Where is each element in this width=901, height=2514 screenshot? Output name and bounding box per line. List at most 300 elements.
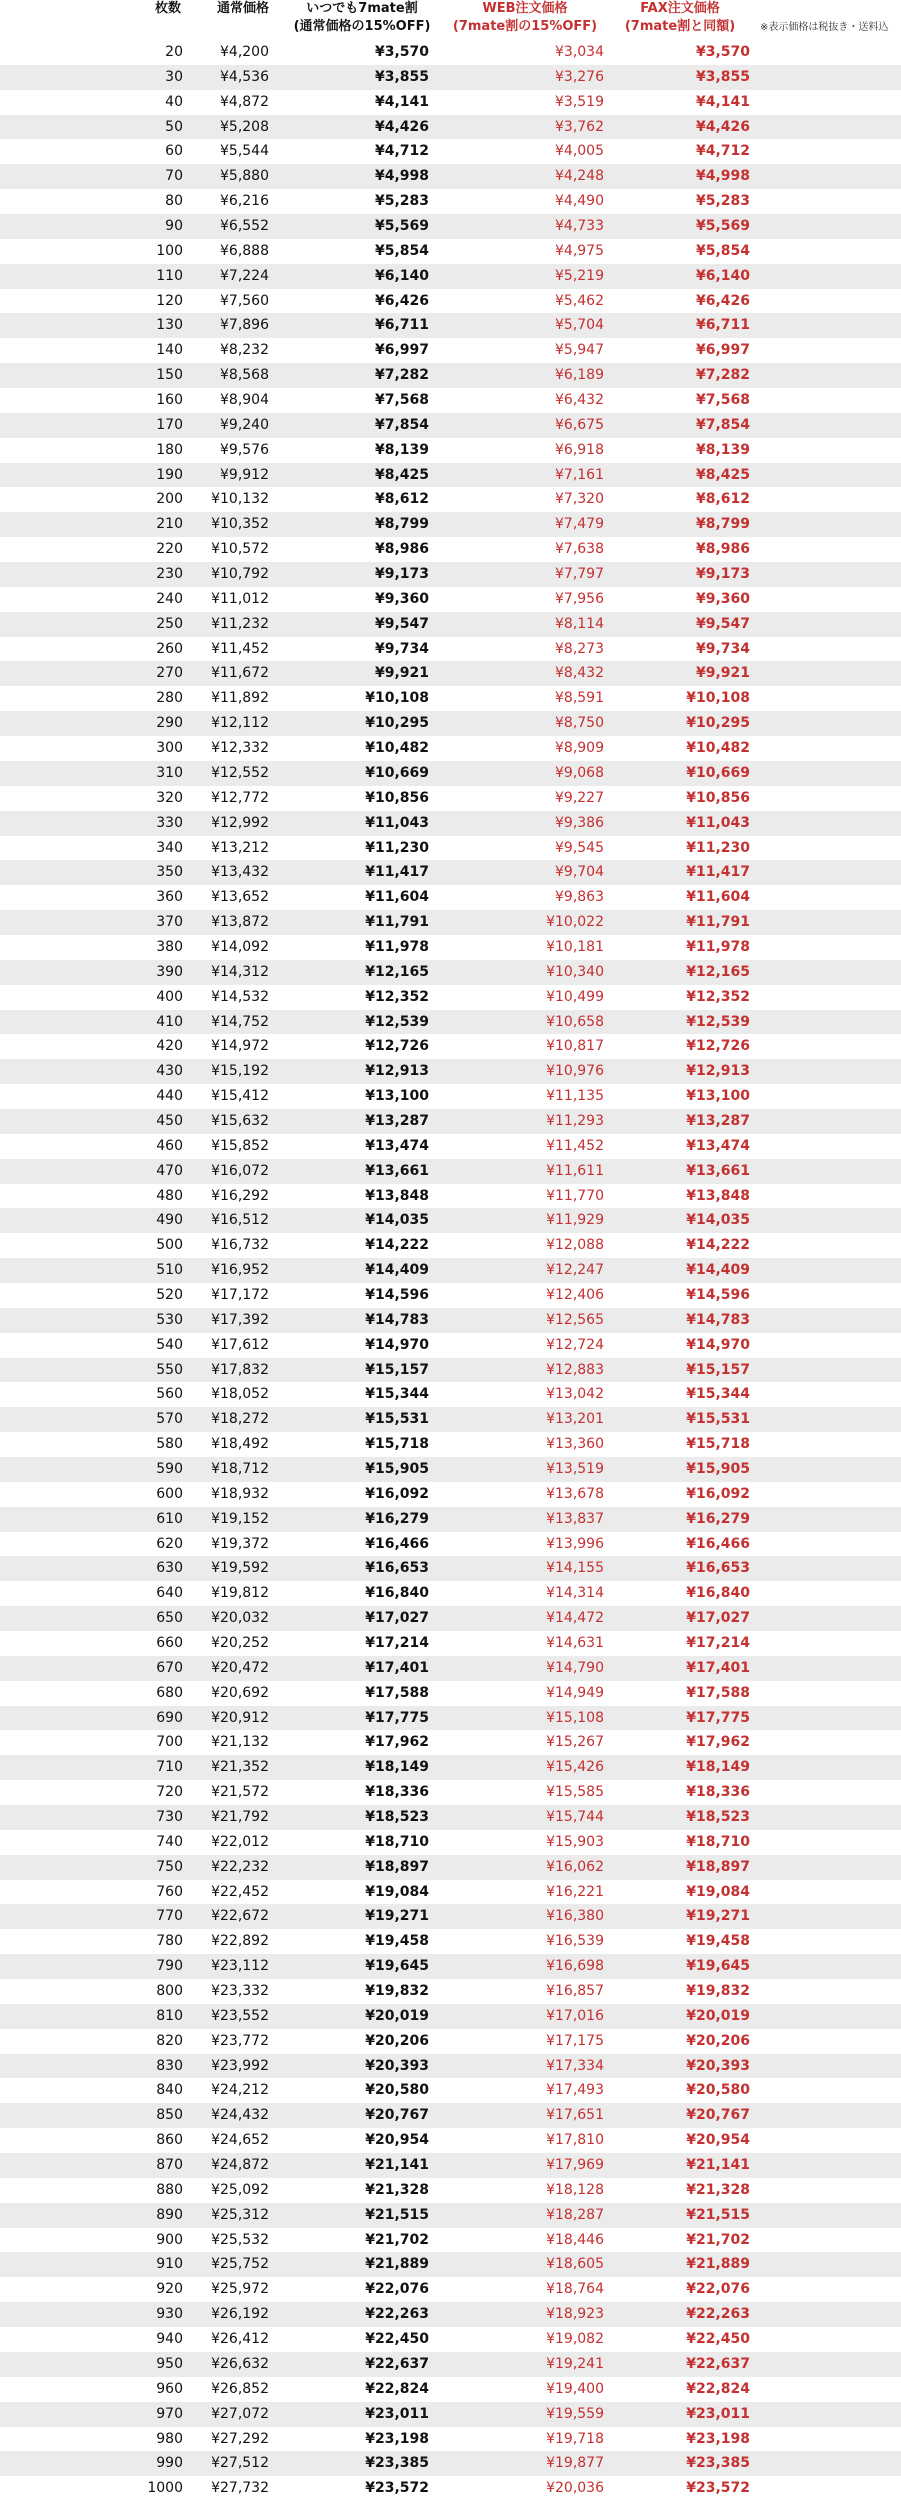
- table-row: [0, 2078, 901, 2103]
- cell-count: 870: [156, 2157, 183, 2174]
- cell-count: 220: [156, 541, 183, 558]
- cell-web-price: ¥6,189: [555, 367, 604, 384]
- cell-normal-price: ¥12,112: [211, 715, 269, 732]
- cell-member-price: ¥21,889: [365, 2256, 429, 2273]
- table-row: [0, 1755, 901, 1780]
- table-row: [0, 2277, 901, 2302]
- cell-count: 750: [156, 1858, 183, 1875]
- cell-count: 110: [156, 267, 183, 284]
- cell-count: 500: [156, 1237, 183, 1254]
- cell-fax-price: ¥5,283: [695, 193, 750, 210]
- cell-count: 230: [156, 566, 183, 583]
- cell-fax-price: ¥10,295: [686, 715, 750, 732]
- cell-count: 730: [156, 1809, 183, 1826]
- cell-web-price: ¥15,426: [546, 1759, 604, 1776]
- cell-member-price: ¥20,019: [365, 2007, 429, 2024]
- cell-normal-price: ¥11,892: [211, 690, 269, 707]
- table-row: [0, 313, 901, 338]
- table-row: [0, 1482, 901, 1507]
- cell-member-price: ¥13,287: [365, 1112, 429, 1129]
- cell-fax-price: ¥18,710: [686, 1833, 750, 1850]
- cell-fax-price: ¥7,568: [695, 392, 750, 409]
- cell-count: 200: [156, 491, 183, 508]
- table-row: [0, 487, 901, 512]
- cell-count: 70: [165, 168, 183, 185]
- header-member-line1: いつでも7mate割: [306, 1, 418, 16]
- table-row: [0, 661, 901, 686]
- cell-fax-price: ¥21,702: [686, 2231, 750, 2248]
- cell-normal-price: ¥21,572: [211, 1784, 269, 1801]
- cell-fax-price: ¥21,889: [686, 2256, 750, 2273]
- cell-fax-price: ¥4,426: [695, 118, 750, 135]
- cell-normal-price: ¥24,652: [211, 2132, 269, 2149]
- cell-count: 320: [156, 789, 183, 806]
- cell-member-price: ¥19,832: [365, 1983, 429, 2000]
- cell-member-price: ¥15,157: [365, 1361, 429, 1378]
- cell-normal-price: ¥21,792: [211, 1809, 269, 1826]
- cell-count: 860: [156, 2132, 183, 2149]
- cell-normal-price: ¥17,832: [211, 1361, 269, 1378]
- cell-web-price: ¥12,883: [546, 1361, 604, 1378]
- cell-fax-price: ¥14,409: [686, 1262, 750, 1279]
- cell-member-price: ¥12,726: [365, 1038, 429, 1055]
- cell-fax-price: ¥12,726: [686, 1038, 750, 1055]
- cell-normal-price: ¥18,052: [211, 1386, 269, 1403]
- cell-fax-price: ¥12,539: [686, 1013, 750, 1030]
- cell-member-price: ¥7,854: [374, 416, 429, 433]
- cell-member-price: ¥17,214: [365, 1635, 429, 1651]
- table-row: [0, 1780, 901, 1805]
- cell-fax-price: ¥17,401: [686, 1659, 750, 1676]
- table-row: [0, 40, 901, 65]
- cell-count: 420: [156, 1038, 183, 1055]
- table-row: [0, 885, 901, 910]
- cell-member-price: ¥12,352: [365, 988, 429, 1005]
- cell-fax-price: ¥17,588: [686, 1684, 750, 1701]
- cell-count: 270: [156, 665, 183, 682]
- cell-count: 660: [156, 1635, 183, 1651]
- cell-fax-price: ¥14,970: [686, 1336, 750, 1353]
- table-row: [0, 537, 901, 562]
- cell-normal-price: ¥16,512: [211, 1212, 269, 1229]
- cell-normal-price: ¥12,992: [211, 814, 269, 831]
- cell-web-price: ¥12,088: [546, 1237, 604, 1254]
- table-row: [0, 1979, 901, 2004]
- cell-count: 370: [156, 914, 183, 931]
- cell-fax-price: ¥5,854: [695, 242, 750, 259]
- cell-normal-price: ¥16,732: [211, 1237, 269, 1254]
- cell-count: 30: [165, 68, 183, 85]
- cell-member-price: ¥13,474: [365, 1137, 429, 1154]
- cell-normal-price: ¥22,892: [211, 1933, 269, 1950]
- cell-member-price: ¥20,393: [365, 2057, 429, 2074]
- cell-normal-price: ¥20,692: [211, 1684, 269, 1701]
- cell-member-price: ¥9,360: [374, 590, 429, 607]
- table-row: [0, 711, 901, 736]
- cell-web-price: ¥9,863: [555, 889, 604, 906]
- cell-web-price: ¥13,837: [546, 1510, 604, 1527]
- cell-normal-price: ¥19,592: [211, 1560, 269, 1577]
- table-row: [0, 1457, 901, 1482]
- cell-normal-price: ¥21,352: [211, 1759, 269, 1776]
- cell-member-price: ¥22,637: [365, 2355, 429, 2372]
- cell-count: 680: [156, 1684, 183, 1701]
- table-row: [0, 2302, 901, 2327]
- cell-normal-price: ¥9,912: [220, 466, 269, 483]
- cell-member-price: ¥4,426: [374, 118, 429, 135]
- table-row: [0, 2327, 901, 2352]
- cell-member-price: ¥17,588: [365, 1684, 429, 1701]
- cell-member-price: ¥17,027: [365, 1610, 429, 1627]
- cell-normal-price: ¥25,092: [211, 2181, 269, 2198]
- cell-normal-price: ¥23,112: [211, 1958, 269, 1975]
- cell-web-price: ¥3,276: [555, 68, 604, 85]
- cell-count: 580: [156, 1436, 183, 1453]
- cell-fax-price: ¥20,206: [686, 2032, 750, 2049]
- table-row: [0, 413, 901, 438]
- table-row: [0, 2228, 901, 2253]
- cell-member-price: ¥16,092: [365, 1485, 429, 1502]
- cell-member-price: ¥20,206: [365, 2032, 429, 2049]
- cell-fax-price: ¥11,791: [686, 914, 750, 931]
- cell-fax-price: ¥5,569: [695, 218, 750, 235]
- cell-fax-price: ¥23,385: [686, 2455, 750, 2472]
- cell-count: 760: [156, 1883, 183, 1900]
- cell-web-price: ¥14,472: [546, 1610, 604, 1627]
- cell-fax-price: ¥10,856: [686, 789, 750, 806]
- cell-fax-price: ¥22,076: [686, 2281, 750, 2298]
- cell-web-price: ¥13,360: [546, 1436, 604, 1453]
- cell-web-price: ¥17,334: [546, 2057, 604, 2074]
- table-row: [0, 2203, 901, 2228]
- cell-fax-price: ¥13,848: [686, 1187, 750, 1204]
- cell-normal-price: ¥16,952: [211, 1262, 269, 1279]
- cell-member-price: ¥10,295: [365, 715, 429, 732]
- table-row: [0, 1880, 901, 1905]
- cell-normal-price: ¥5,880: [220, 168, 269, 185]
- cell-normal-price: ¥12,552: [211, 764, 269, 781]
- cell-normal-price: ¥20,032: [211, 1610, 269, 1627]
- cell-web-price: ¥17,016: [546, 2007, 604, 2024]
- cell-normal-price: ¥4,536: [220, 68, 269, 85]
- cell-normal-price: ¥18,272: [211, 1411, 269, 1428]
- cell-count: 510: [156, 1262, 183, 1279]
- cell-fax-price: ¥13,100: [686, 1088, 750, 1105]
- cell-count: 400: [156, 988, 183, 1005]
- cell-member-price: ¥11,230: [365, 839, 429, 856]
- cell-fax-price: ¥8,425: [695, 466, 750, 483]
- cell-count: 840: [156, 2082, 183, 2099]
- cell-count: 940: [156, 2331, 183, 2348]
- cell-fax-price: ¥17,214: [686, 1635, 750, 1651]
- cell-web-price: ¥15,108: [546, 1709, 604, 1726]
- cell-web-price: ¥11,929: [546, 1212, 604, 1229]
- table-row: [0, 1159, 901, 1184]
- cell-normal-price: ¥22,012: [211, 1833, 269, 1850]
- cell-normal-price: ¥22,232: [211, 1858, 269, 1875]
- cell-web-price: ¥13,678: [546, 1485, 604, 1502]
- cell-member-price: ¥11,604: [365, 889, 429, 906]
- cell-count: 260: [156, 640, 183, 657]
- table-row: [0, 1233, 901, 1258]
- cell-member-price: ¥16,279: [365, 1510, 429, 1527]
- cell-member-price: ¥8,612: [374, 491, 429, 508]
- cell-web-price: ¥8,909: [555, 740, 604, 757]
- cell-member-price: ¥15,905: [365, 1460, 429, 1477]
- cell-member-price: ¥17,401: [365, 1659, 429, 1676]
- cell-fax-price: ¥23,198: [686, 2430, 750, 2447]
- cell-web-price: ¥4,490: [555, 193, 604, 210]
- cell-member-price: ¥23,198: [365, 2430, 429, 2447]
- cell-normal-price: ¥20,912: [211, 1709, 269, 1726]
- table-row: [0, 2377, 901, 2402]
- cell-fax-price: ¥14,596: [686, 1286, 750, 1303]
- cell-fax-price: ¥10,108: [686, 690, 750, 707]
- cell-member-price: ¥6,997: [374, 342, 429, 359]
- cell-normal-price: ¥24,432: [211, 2107, 269, 2124]
- cell-count: 140: [156, 342, 183, 359]
- cell-count: 120: [156, 292, 183, 309]
- cell-web-price: ¥6,918: [555, 441, 604, 458]
- cell-member-price: ¥19,458: [365, 1933, 429, 1950]
- cell-normal-price: ¥23,332: [211, 1983, 269, 2000]
- cell-normal-price: ¥21,132: [211, 1734, 269, 1751]
- table-row: [0, 960, 901, 985]
- cell-web-price: ¥8,432: [555, 665, 604, 682]
- cell-web-price: ¥3,519: [555, 93, 604, 110]
- cell-fax-price: ¥15,157: [686, 1361, 750, 1378]
- cell-web-price: ¥15,744: [546, 1809, 604, 1826]
- table-row: [0, 90, 901, 115]
- cell-fax-price: ¥10,669: [686, 764, 750, 781]
- cell-web-price: ¥18,923: [546, 2306, 604, 2323]
- cell-normal-price: ¥14,312: [211, 963, 269, 980]
- cell-fax-price: ¥9,360: [695, 590, 750, 607]
- cell-normal-price: ¥9,240: [220, 416, 269, 433]
- cell-count: 990: [156, 2455, 183, 2472]
- cell-count: 100: [156, 242, 183, 259]
- table-row: [0, 512, 901, 537]
- table-row: [0, 463, 901, 488]
- cell-fax-price: ¥4,998: [695, 168, 750, 185]
- cell-member-price: ¥19,084: [365, 1883, 429, 1900]
- cell-member-price: ¥21,702: [365, 2231, 429, 2248]
- cell-normal-price: ¥5,544: [220, 143, 269, 160]
- cell-fax-price: ¥18,336: [686, 1784, 750, 1801]
- cell-web-price: ¥10,976: [546, 1063, 604, 1080]
- cell-normal-price: ¥16,072: [211, 1162, 269, 1179]
- cell-web-price: ¥5,219: [555, 267, 604, 284]
- table-row: [0, 1184, 901, 1209]
- table-row: [0, 2476, 901, 2501]
- cell-member-price: ¥15,531: [365, 1411, 429, 1428]
- cell-count: 430: [156, 1063, 183, 1080]
- table-row: [0, 214, 901, 239]
- table-row: [0, 1954, 901, 1979]
- cell-member-price: ¥11,417: [365, 864, 429, 881]
- cell-count: 40: [165, 93, 183, 110]
- cell-web-price: ¥17,651: [546, 2107, 604, 2124]
- cell-fax-price: ¥22,824: [686, 2380, 750, 2397]
- cell-web-price: ¥9,704: [555, 864, 604, 881]
- cell-member-price: ¥23,572: [365, 2480, 429, 2497]
- table-row: [0, 1681, 901, 1706]
- cell-normal-price: ¥27,732: [211, 2480, 269, 2497]
- cell-web-price: ¥18,287: [546, 2206, 604, 2223]
- cell-member-price: ¥7,282: [374, 367, 429, 384]
- cell-fax-price: ¥20,580: [686, 2082, 750, 2099]
- cell-fax-price: ¥14,783: [686, 1311, 750, 1328]
- cell-fax-price: ¥6,997: [695, 342, 750, 359]
- cell-fax-price: ¥14,222: [686, 1237, 750, 1254]
- cell-normal-price: ¥9,576: [220, 441, 269, 458]
- table-row: [0, 985, 901, 1010]
- cell-member-price: ¥10,856: [365, 789, 429, 806]
- cell-count: 770: [156, 1908, 183, 1925]
- cell-count: 310: [156, 764, 183, 781]
- cell-normal-price: ¥14,092: [211, 938, 269, 955]
- cell-fax-price: ¥6,140: [695, 267, 750, 284]
- table-row: [0, 115, 901, 140]
- cell-web-price: ¥4,005: [555, 143, 604, 160]
- cell-fax-price: ¥6,711: [695, 317, 750, 334]
- cell-fax-price: ¥15,531: [686, 1411, 750, 1428]
- cell-fax-price: ¥11,604: [686, 889, 750, 906]
- cell-web-price: ¥10,340: [546, 963, 604, 980]
- table-row: [0, 1730, 901, 1755]
- cell-normal-price: ¥10,792: [211, 566, 269, 583]
- cell-member-price: ¥9,734: [374, 640, 429, 657]
- cell-fax-price: ¥13,474: [686, 1137, 750, 1154]
- cell-member-price: ¥14,409: [365, 1262, 429, 1279]
- table-row: [0, 2178, 901, 2203]
- cell-web-price: ¥11,452: [546, 1137, 604, 1154]
- cell-web-price: ¥17,175: [546, 2032, 604, 2049]
- table-row: [0, 1059, 901, 1084]
- table-row: [0, 1929, 901, 1954]
- cell-member-price: ¥6,426: [374, 292, 429, 309]
- cell-count: 600: [156, 1485, 183, 1502]
- cell-fax-price: ¥11,043: [686, 814, 750, 831]
- cell-count: 20: [165, 44, 183, 60]
- cell-web-price: ¥15,903: [546, 1833, 604, 1850]
- table-row: [0, 612, 901, 637]
- cell-fax-price: ¥17,962: [686, 1734, 750, 1751]
- cell-fax-price: ¥19,458: [686, 1933, 750, 1950]
- cell-web-price: ¥14,949: [546, 1684, 604, 1701]
- cell-count: 560: [156, 1386, 183, 1403]
- cell-count: 930: [156, 2306, 183, 2323]
- cell-count: 640: [156, 1585, 183, 1602]
- header-member-line2: (通常価格の15%OFF): [293, 19, 431, 34]
- cell-web-price: ¥20,036: [546, 2480, 604, 2497]
- cell-count: 340: [156, 839, 183, 856]
- cell-fax-price: ¥21,141: [686, 2157, 750, 2174]
- cell-normal-price: ¥23,772: [211, 2032, 269, 2049]
- table-row: [0, 388, 901, 413]
- cell-web-price: ¥17,969: [546, 2157, 604, 2174]
- table-row: [0, 2451, 901, 2476]
- cell-fax-price: ¥20,393: [686, 2057, 750, 2074]
- cell-web-price: ¥8,114: [555, 615, 604, 632]
- cell-count: 290: [156, 715, 183, 732]
- header-web-line1: WEB注文価格: [482, 1, 568, 16]
- cell-member-price: ¥22,263: [365, 2306, 429, 2323]
- cell-count: 850: [156, 2107, 183, 2124]
- cell-fax-price: ¥21,328: [686, 2181, 750, 2198]
- cell-member-price: ¥18,710: [365, 1833, 429, 1850]
- cell-normal-price: ¥14,972: [211, 1038, 269, 1055]
- cell-count: 170: [156, 416, 183, 433]
- cell-fax-price: ¥9,734: [695, 640, 750, 657]
- cell-fax-price: ¥16,092: [686, 1485, 750, 1502]
- cell-normal-price: ¥25,312: [211, 2206, 269, 2223]
- cell-count: 300: [156, 740, 183, 757]
- cell-count: 180: [156, 441, 183, 458]
- cell-fax-price: ¥20,954: [686, 2132, 750, 2149]
- header-normal-price: 通常価格: [216, 1, 269, 16]
- table-row: [0, 1308, 901, 1333]
- cell-member-price: ¥23,011: [365, 2405, 429, 2422]
- cell-normal-price: ¥4,872: [220, 93, 269, 110]
- cell-member-price: ¥18,523: [365, 1809, 429, 1826]
- table-row: [0, 1432, 901, 1457]
- cell-member-price: ¥8,139: [374, 441, 429, 458]
- table-row: [0, 289, 901, 314]
- cell-web-price: ¥12,406: [546, 1286, 604, 1303]
- cell-member-price: ¥20,767: [365, 2107, 429, 2124]
- cell-count: 980: [156, 2430, 183, 2447]
- cell-normal-price: ¥13,432: [211, 864, 269, 881]
- cell-web-price: ¥11,770: [546, 1187, 604, 1204]
- cell-normal-price: ¥15,412: [211, 1088, 269, 1105]
- table-row: [0, 139, 901, 164]
- cell-web-price: ¥16,539: [546, 1933, 604, 1950]
- header-count: 枚数: [154, 1, 181, 16]
- cell-fax-price: ¥9,173: [695, 566, 750, 583]
- cell-count: 650: [156, 1610, 183, 1627]
- table-row: [0, 2029, 901, 2054]
- cell-normal-price: ¥25,532: [211, 2231, 269, 2248]
- header-fax-line2: (7mate割と同額): [624, 19, 736, 34]
- table-row: [0, 1706, 901, 1731]
- table-row: [0, 1805, 901, 1830]
- table-row: [0, 1034, 901, 1059]
- cell-count: 1000: [147, 2480, 183, 2497]
- cell-count: 410: [156, 1013, 183, 1030]
- cell-normal-price: ¥27,292: [211, 2430, 269, 2447]
- table-row: [0, 338, 901, 363]
- cell-count: 820: [156, 2032, 183, 2049]
- cell-normal-price: ¥27,512: [211, 2455, 269, 2472]
- table-row: [0, 761, 901, 786]
- table-row: [0, 1904, 901, 1929]
- cell-fax-price: ¥16,840: [686, 1585, 750, 1602]
- cell-web-price: ¥12,247: [546, 1262, 604, 1279]
- cell-normal-price: ¥17,172: [211, 1286, 269, 1303]
- cell-normal-price: ¥20,472: [211, 1659, 269, 1676]
- table-row: [0, 1208, 901, 1233]
- cell-web-price: ¥19,400: [546, 2380, 604, 2397]
- cell-web-price: ¥16,857: [546, 1983, 604, 2000]
- cell-count: 150: [156, 367, 183, 384]
- cell-web-price: ¥7,161: [555, 466, 604, 483]
- cell-count: 800: [156, 1983, 183, 2000]
- cell-fax-price: ¥19,832: [686, 1983, 750, 2000]
- cell-web-price: ¥10,181: [546, 938, 604, 955]
- cell-fax-price: ¥13,661: [686, 1162, 750, 1179]
- cell-normal-price: ¥13,212: [211, 839, 269, 856]
